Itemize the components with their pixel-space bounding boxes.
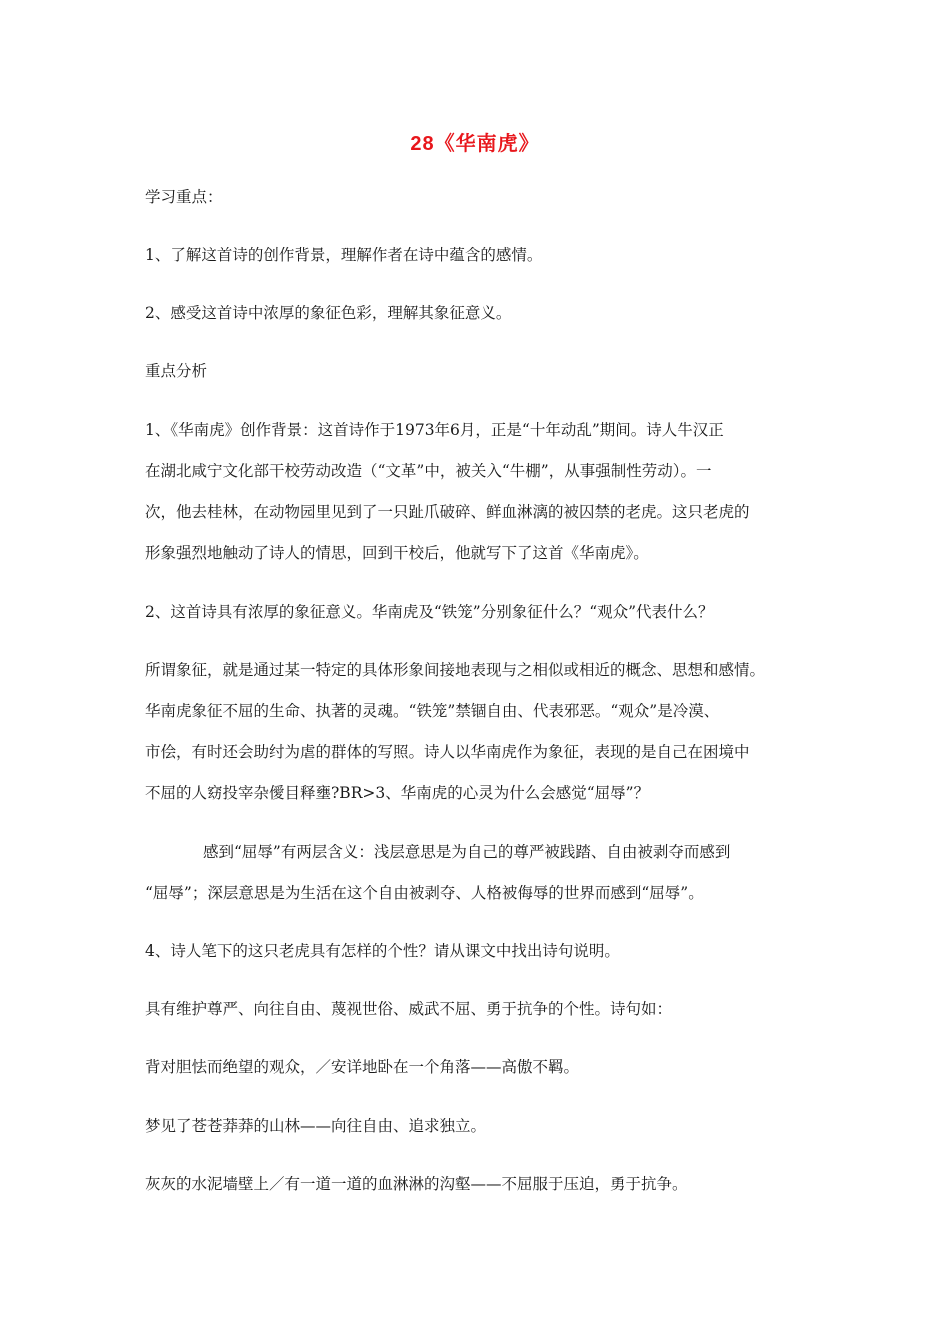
paragraph-line: 所谓象征，就是通过某一特定的具体形象间接地表现与之相似或相近的概念、思想和感情。 (145, 661, 766, 679)
paragraph-line: 在湖北咸宁文化部干校劳动改造（“文革”中，被关入“牛棚”，从事强制性劳动）。一 (145, 462, 712, 480)
paragraph-line: 4、诗人笔下的这只老虎具有怎样的个性？请从课文中找出诗句说明。 (145, 942, 620, 960)
poem-quote-line: 背对胆怯而绝望的观众，／安详地卧在一个角落——高傲不羁。 (145, 1058, 580, 1076)
paragraph-line: 感到“屈辱”有两层含义：浅层意思是为自己的尊严被践踏、自由被剥夺而感到 (203, 843, 731, 861)
section-heading-study-focus: 学习重点： (145, 188, 223, 206)
paragraph-line: 不屈的人窈投宰杂僾目释壅?BR>3、华南虎的心灵为什么会感觉“屈辱”？ (145, 784, 650, 802)
paragraph-line: 形象强烈地触动了诗人的情思，回到干校后，他就写下了这首《华南虎》。 (145, 544, 649, 562)
paragraph-line: 2、感受这首诗中浓厚的象征色彩，理解其象征意义。 (145, 304, 512, 322)
paragraph-line: 市侩，有时还会助纣为虐的群体的写照。诗人以华南虎作为象征，表现的是自己在困境中 (145, 743, 750, 761)
poem-quote-line: 梦见了苍苍莽莽的山林——向往自由、追求独立。 (145, 1117, 487, 1135)
paragraph-line: 1、《华南虎》创作背景：这首诗作于1973年6月，正是“十年动乱”期间。诗人牛汉正 (145, 421, 724, 439)
poem-quote-line: 灰灰的水泥墙壁上／有一道一道的血淋淋的沟壑——不屈服于压迫，勇于抗争。 (145, 1175, 688, 1193)
paragraph-line: 1、了解这首诗的创作背景，理解作者在诗中蕴含的感情。 (145, 246, 543, 264)
paragraph-line: 次，他去桂林，在动物园里见到了一只趾爪破碎、鲜血淋漓的被囚禁的老虎。这只老虎的 (145, 503, 750, 521)
section-heading-analysis: 重点分析 (145, 362, 208, 380)
paragraph-line: 华南虎象征不屈的生命、执著的灵魂。“铁笼”禁锢自由、代表邪恶。“观众”是冷漠、 (145, 702, 720, 720)
document-title: 28《华南虎》 (410, 133, 540, 155)
paragraph-line: 2、这首诗具有浓厚的象征意义。华南虎及“铁笼”分别象征什么？“观众”代表什么？ (145, 603, 714, 621)
paragraph-line: 具有维护尊严、向往自由、蔑视世俗、威武不屈、勇于抗争的个性。诗句如： (145, 1000, 673, 1018)
paragraph-line: “屈辱”；深层意思是为生活在这个自由被剥夺、人格被侮辱的世界而感到“屈辱”。 (145, 884, 704, 902)
